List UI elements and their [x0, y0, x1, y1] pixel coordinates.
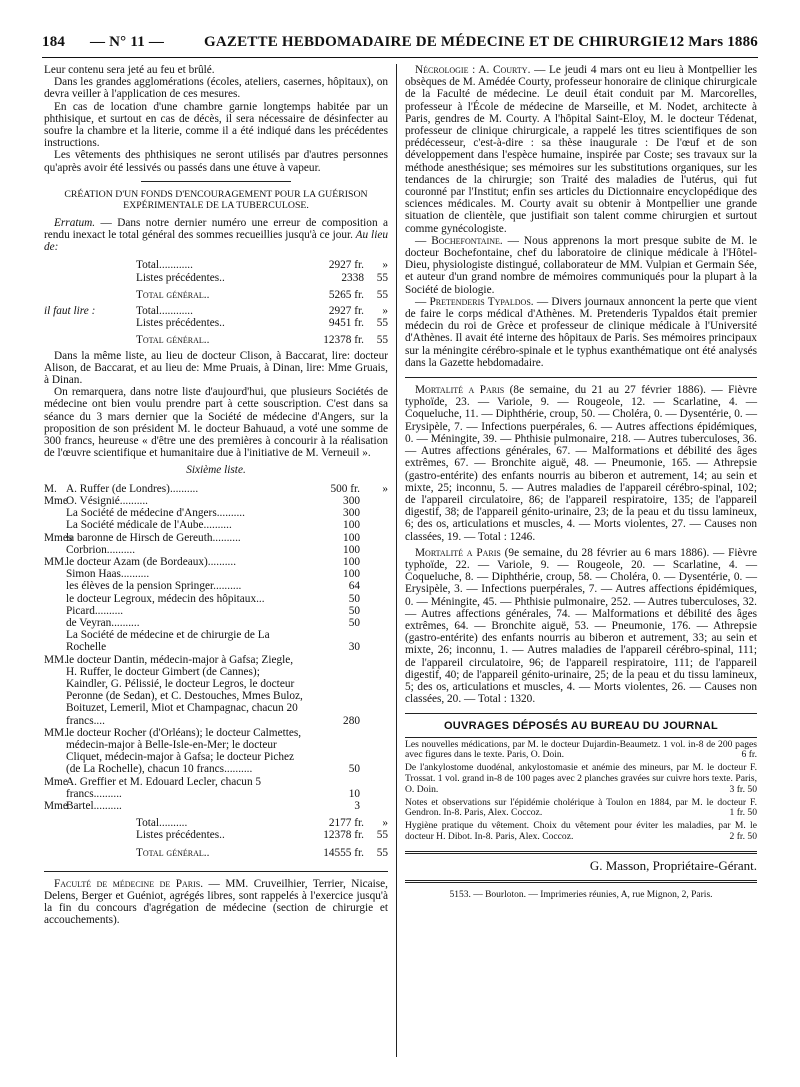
donor-amount: 50: [348, 616, 360, 629]
grand-total-label: Total général..: [136, 846, 210, 859]
book-description: Les nouvelles médications, par M. le docteur Dujardin-Beaumetz. 1 vol. in-8 de 200 pages avec figures dans le texte. Paris, O. Doin.: [405, 738, 757, 761]
fonds-title: CRÉATION D'UN FONDS D'ENCOURAGEMENT POUR LA GUÉRISON EXPÉRIMENTALE DE LA TUBERCULOSE.: [64, 188, 368, 211]
left-column: [44, 64, 388, 927]
donor-name: de Veyran..........: [66, 616, 140, 629]
donor-title: Mmes: [44, 531, 73, 544]
total-amount: 2177 fr.: [328, 817, 364, 830]
donor-name: La Société de médecine d'Angers..........: [66, 507, 245, 520]
total-cents: »: [382, 305, 388, 318]
section-rule: [405, 377, 757, 378]
donor-row: [44, 544, 388, 556]
paragraph: En cas de location d'une chambre garnie longtemps habitée par un phthisique, et surtout en cas de décès, il sera nécessaire de désinfecter au soufre la chambre et la literie, comme il a été indiqué dans les précédentes instructions.: [44, 100, 388, 150]
donor-row: [44, 483, 388, 495]
donor-row: [44, 568, 388, 580]
boche-text: — Nous apprenons la mort presque subite de M. le docteur Bochefontaine, chef du laboratoire de clinique médicale à l'Hôtel-Dieu, physiologiste distingué, collaborateur de MM. Vulpian et Germain Sée, et auteur d'un grand nombre de mémoires communiqués pour la plupart à la Société de biologie.: [405, 234, 757, 296]
journal-title: GAZETTE HEBDOMADAIRE DE MÉDECINE ET DE CHIRURGIE: [204, 34, 669, 50]
section-rule: [44, 871, 388, 872]
totals-block-2: [44, 305, 388, 347]
total-cents: »: [382, 259, 388, 272]
au-lieu-label: Au lieu de:: [44, 229, 388, 254]
grand-total-cents: 55: [376, 334, 388, 347]
totals-block-3: [44, 817, 388, 859]
grand-total-amount: 14555 fr.: [323, 846, 364, 859]
donor-amount: 50: [348, 763, 360, 776]
il-faut-lire-label: il faut lire :: [44, 305, 96, 318]
page-number: 184: [42, 34, 66, 50]
donor-amount: 64: [348, 580, 360, 593]
book-price: 6 fr.: [741, 749, 757, 761]
donor-amount: 100: [343, 555, 360, 568]
donor-name: Simon Haas..........: [66, 568, 150, 581]
book-entry: [405, 740, 757, 762]
donor-list: [44, 483, 388, 812]
necro-text: — Le jeudi 4 mars ont eu lieu à Montpellier les obsèques de M. Amédée Courty, professeur honoraire de clinique chirurgicale de la Faculté de médecine. Le deuil était conduit par M. Marcorelles, professeur à l'École de médecine de Marseille, et M. Nodet, architecte à Paris, gendres de M. Courty. A l'hôpital Saint-Eloy, M. le docteur Tédenat, professeur de clinique chirurgicale, a rappelé les titres scientifiques de son prédécesseur, c'est-à-dire : sa thèse inaugurale : De l'œuf et de son développement dans l'espèce humaine, inspirée par Coste; ses travaux sur la méthode anesthésique; ses mémoires sur les substitutions organiques, sur les tendances de la chirurgie; son Traité des maladies de l'utérus, qui fut couronné par l'Institut; enfin ses articles du Dictionnaire encyclopédique des sciences médicales. M. Courty avait su obtenir à Montpellier une grande situation de clientèle, que justifiait son talent comme chirurgien et surtout comme gynécologiste.: [405, 64, 757, 235]
grand-total-amount: 5265 fr.: [328, 288, 364, 301]
donor-amount: 100: [343, 519, 360, 532]
book-list: [405, 740, 757, 843]
total-amount: 2338: [341, 271, 364, 284]
donor-amount: 100: [343, 531, 360, 544]
erratum-text: — Dans notre dernier numéro une erreur de composition a rendu inexact le total général des sommes recueillies jusqu'à ce jour.: [44, 216, 388, 242]
book-entry: [405, 763, 757, 795]
column-divider: [396, 64, 397, 1057]
donor-amount: 100: [343, 568, 360, 581]
issue-date: 12 Mars 1886: [668, 34, 758, 50]
donor-row: [44, 556, 388, 568]
total-cents: 55: [376, 317, 388, 330]
pret-text: — Divers journaux annoncent la perte que vient de faire le corps médical d'Athènes. M. Pretenderis Typaldos était premier médecin du roi de Grèce et professeur de clinique médicale à l'Université d'Athènes. Il avait été interne des hôpitaux de Paris. Ses mémoires principaux sur la méningite cérébro-spinale et le typhus exanthématique ont été analysés dans la Gazette hebdomadaire.: [405, 295, 757, 369]
mortalite-heading: Mortalité a Paris: [415, 384, 505, 397]
faculte-heading: Faculté de médecine de Paris.: [54, 877, 204, 890]
donor-title: [44, 580, 66, 592]
donor-title: [44, 593, 66, 605]
donor-title: [44, 629, 66, 653]
necro-heading: Nécrologie : A. Courty.: [415, 64, 531, 76]
donor-row: [44, 776, 388, 800]
total-label: Listes précédentes..: [136, 271, 225, 284]
donor-name: Picard..........: [66, 604, 124, 617]
erratum-label: Erratum.: [54, 216, 96, 229]
donor-row: [44, 727, 388, 776]
paragraph: Les vêtements des phthisiques ne seront utilisés par d'autres personnes qu'après avoir été lessivés ou passés dans une étuve à vapeur.: [44, 149, 388, 174]
donor-title: [44, 605, 66, 617]
total-cents: 55: [376, 271, 388, 284]
grand-total-amount: 12378 fr.: [323, 334, 364, 347]
paragraph: On remarquera, dans notre liste d'aujourd'hui, que plusieurs Sociétés de médecine ont bien voulu prendre part à cette souscription. C'est dans sa séance du 3 mars dernier que la Société de médecine d'Angers, sur la proposition de son président M. le docteur Bahuaud, a voté une somme de 300 francs, heureuse « d'être une des premières à concourir à la réalisation de l'œuvre scientifique et humanitaire due à l'initiative de M. Verneuil ».: [44, 386, 388, 460]
donor-name: A. Ruffer (de Londres)..........: [66, 482, 199, 495]
grand-total-label: Total général..: [136, 334, 210, 347]
total-amount: 12378 fr.: [323, 829, 364, 842]
book-entry: [405, 798, 757, 820]
section-rule: [405, 880, 757, 883]
donor-name: La Société de médecine et de chirurgie de La Rochelle: [66, 629, 270, 654]
donor-name: le docteur Dantin, médecin-major à Gafsa; Ziegle, H. Ruffer, le docteur Gimbert (de Cannes); Kaindler, G. Pélissié, le docteur Legros, le docteur Peronne (de Sedan), et C. Destouches, Mmes Buloz, Boituzet, Lemeril, Miot et Champagnac, chacun 20 francs....: [66, 653, 303, 727]
donor-row: [44, 532, 388, 544]
section-rule: [141, 181, 291, 182]
donor-name: le docteur Rocher (d'Orléans); le docteur Calmettes, médecin-major à Belle-Isle-en-Mer; le docteur Cliquet, médecin-major à Gafsa; le docteur Pichez (de La Rochelle), chacun 10 francs..........: [66, 726, 302, 776]
paragraph: Leur contenu sera jeté au feu et brûlé.: [44, 64, 215, 76]
donor-title: MM.: [44, 555, 67, 568]
faculte-text: — MM. Cruveilhier, Terrier, Nicaise, Delens, Berger et Guéniot, agrégés libres, sont rappelés à l'exercice jusqu'à la fin du concours d'agrégation de médecine (section de chirurgie et accouchements).: [44, 877, 388, 927]
donor-title: [44, 568, 66, 580]
book-price: 2 fr. 50: [729, 830, 757, 842]
donor-row: [44, 654, 388, 727]
donor-amount: 50: [348, 604, 360, 617]
donor-name: les élèves de la pension Springer..........: [66, 580, 242, 593]
grand-total-cents: 55: [376, 846, 388, 859]
paragraph: Dans les grandes agglomérations (écoles, ateliers, casernes, hôpitaux), on devra veiller à l'application de ces mesures.: [44, 76, 388, 101]
donor-amount: 30: [348, 641, 360, 654]
donor-title: MM.: [44, 653, 67, 666]
total-cents: »: [382, 817, 388, 830]
book-entry: [405, 821, 757, 843]
book-description: Notes et observations sur l'épidémie cholérique à Toulon en 1884, par M. le docteur F. Gendron. In-8. Paris, Alex. Coccoz.: [405, 796, 757, 819]
grand-total-label: Total général..: [136, 288, 210, 301]
header-rule: [42, 57, 758, 58]
donor-row: [44, 580, 388, 592]
donor-amount: 10: [348, 787, 360, 800]
section-rule: [405, 713, 757, 714]
grand-total-cents: 55: [376, 288, 388, 301]
donor-name: La Société médicale de l'Aube..........: [66, 519, 232, 532]
total-label: Total..........: [136, 817, 188, 830]
ouvrages-title: OUVRAGES DÉPOSÉS AU BUREAU DU JOURNAL: [443, 720, 719, 733]
total-amount: 2927 fr.: [328, 305, 364, 318]
section-rule: [405, 737, 757, 738]
donor-row: [44, 629, 388, 653]
mortalite-heading: Mortalité a Paris: [415, 546, 501, 559]
donor-amount: 500 fr.: [330, 482, 360, 495]
donor-title: [44, 507, 66, 519]
total-amount: 9451 fr.: [328, 317, 364, 330]
donor-row: [44, 605, 388, 617]
total-amount: 2927 fr.: [328, 259, 364, 272]
donor-row: [44, 519, 388, 531]
pret-heading: — Pretenderis Typaldos.: [415, 295, 534, 308]
donor-amount: 100: [343, 543, 360, 556]
donor-name: le docteur Azam (de Bordeaux)..........: [66, 555, 237, 568]
donor-amount: 300: [343, 507, 360, 520]
donor-title: Mme: [44, 799, 68, 812]
donor-amount: 50: [348, 592, 360, 605]
signature: G. Masson, Propriétaire-Gérant.: [589, 857, 757, 873]
donor-title: [44, 617, 66, 629]
donor-row: [44, 617, 388, 629]
donor-row: [44, 495, 388, 507]
donor-title: [44, 519, 66, 531]
donor-title: [44, 544, 66, 556]
donor-title: M.: [44, 482, 57, 495]
totals-block-1: [44, 259, 388, 301]
total-cents: 55: [376, 829, 388, 842]
right-column: [405, 64, 757, 901]
book-description: De l'ankylostome duodénal, ankylostomasie et anémie des mineurs, par M. le docteur F. Trossat. 1 vol. grand in-8 de 100 pages avec 2 planches gravées sur cuivre hors texte. Paris, O. Doin.: [405, 762, 757, 795]
total-label: Total............: [136, 259, 193, 272]
book-description: Hygiène pratique du vêtement. Choix du vêtement pour éviter les maladies, par M. le docteur H. Dibot. In-8. Paris, Alex. Coccoz.: [405, 820, 757, 842]
total-label: Listes précédentes..: [136, 317, 225, 330]
donor-cents: »: [382, 482, 388, 495]
donor-row: [44, 507, 388, 519]
donor-amount: 300: [343, 494, 360, 507]
donor-title: MM.: [44, 726, 67, 739]
donor-row: [44, 800, 388, 812]
total-label: Listes précédentes..: [136, 829, 225, 842]
imprint: 5153. — Bourloton. — Imprimeries réunies, A, rue Mignon, 2, Paris.: [449, 889, 713, 900]
donor-title: Mme: [44, 775, 68, 788]
mortalite-text: (8e semaine, du 21 au 27 février 1886). — Fièvre typhoïde, 23. — Variole, 9. — Rougeole, 12. — Scarlatine, 4. — Coqueluche, 11. — Diphthérie, croup, 50. — Choléra, 0. — Dysentérie, 0. — Erysipèle, 7. — Infections puerpérales, 6. — Autres affections épidémiques, 0. — Méningite, 39. — Phthisie pulmonaire, 218. — Autres tuberculoses, 36. — Autres affections générales, 67. — Malformations et débilité des âges extrêmes, 67. — Bronchite aiguë, 48. — Pneumonie, 165. — Athrepsie (gastro-entérite) des enfants nourris au biberon et autrement, 14; au sein et mixte, 25; inconnu, 5. — Autres maladies de l'appareil cérébro-spinal, 102; de l'appareil circulatoire, 86; de l'appareil respiratoire, 135; de l'appareil digestif, 38; de l'appareil génito-urinaire, 23; de la peau et du tissu lamineux, 6; des os, articulations et muscles, 4. — Morts violentes, 27. — Causes non classées, 19. — Total : 1246.: [405, 384, 757, 543]
donor-amount: 3: [354, 799, 360, 812]
issue-number: — N° 11 —: [90, 34, 165, 50]
liste-title: Sixième liste.: [186, 464, 246, 477]
page-header: [42, 34, 758, 52]
book-price: 1 fr. 50: [729, 807, 757, 819]
total-label: Total............: [136, 305, 193, 318]
donor-name: Bartel..........: [66, 799, 122, 812]
mortalite-text: (9e semaine, du 28 février au 6 mars 1886). — Fièvre typhoïde, 22. — Variole, 9. — Rougeole, 20. — Scarlatine, 4. — Coqueluche, 8. — Diphthérie, croup, 58. — Choléra, 0. — Dysentérie, 0. — Erysipèle, 3. — Infections puerpérales, 7. — Autres affections épidémiques, 0. — Méningite, 45. — Phthisie pulmonaire, 252. — Autres tuberculoses, 32. — Autres affections générales, 74. — Malformations et débilité des âges extrêmes, 64. — Bronchite aiguë, 53. — Pneumonie, 176. — Athrepsie (gastro-entérite) des enfants nourris au biberon et autrement, 33; au sein et mixte, 26; inconnu, 1. — Autres maladies de l'appareil cérébro-spinal, 111; de l'appareil circulatoire, 96; de l'appareil respiratoire, 111; de l'appareil digestif, 40; de l'appareil génito-urinaire, 25; de la peau et du tissu lamineux, 5; des os, articulations et muscles, 4. — Morts violentes, 26. — Causes non classées, 20. — Total : 1320.: [405, 546, 757, 706]
donor-name: la baronne de Hirsch de Gereuth..........: [66, 531, 241, 544]
boche-heading: — Bochefontaine.: [415, 234, 503, 247]
donor-amount: 280: [343, 714, 360, 727]
paragraph: Dans la même liste, au lieu de docteur Clison, à Baccarat, lire: docteur Alison, de Baccarat, et au lieu de: Mme Pruais, à Dinan, lire: Mme Gruais, à Dinan.: [44, 349, 388, 387]
section-rule: [405, 851, 757, 854]
donor-name: A. Greffier et M. Edouard Lecler, chacun 5 francs..........: [66, 775, 262, 800]
donor-name: le docteur Legroux, médecin des hôpitaux...: [66, 592, 265, 605]
donor-name: Corbrion..........: [66, 543, 136, 556]
donor-row: [44, 593, 388, 605]
donor-name: O. Vésignié..........: [66, 494, 149, 507]
book-price: 3 fr. 50: [729, 783, 757, 795]
donor-title: Mme: [44, 494, 68, 507]
